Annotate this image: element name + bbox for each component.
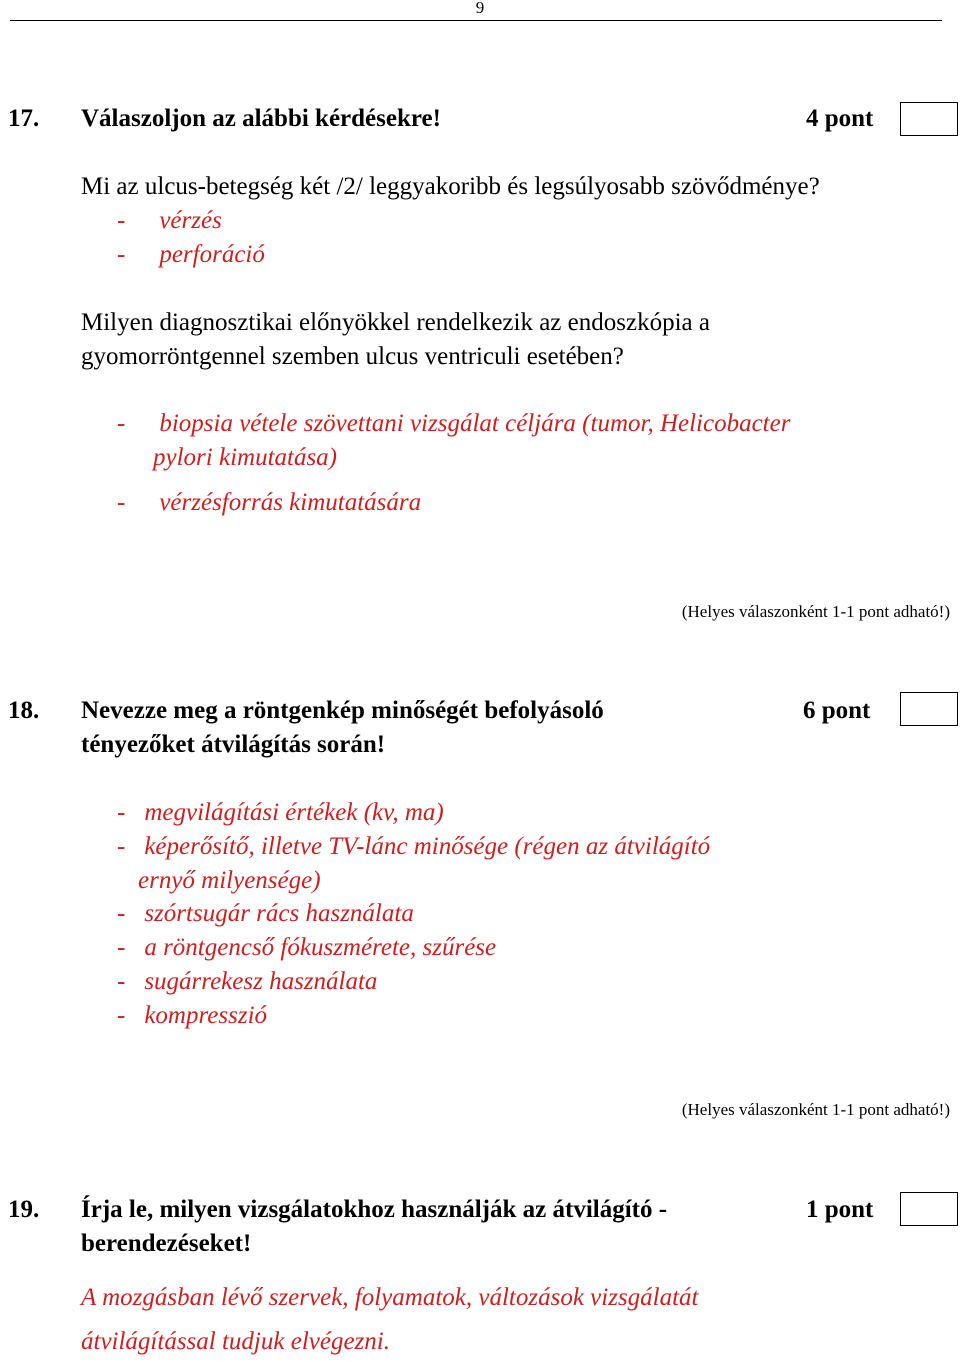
q18-title-line1: Nevezze meg a röntgenkép minőségét befolyásoló	[81, 697, 604, 724]
q17-points-note: (Helyes válaszonként 1-1 pont adható!)	[681, 602, 950, 621]
q19-title-line2: berendezéseket!	[81, 1230, 252, 1257]
q18-answer-4: - a röntgencső fókuszmérete, szűrése	[117, 934, 497, 961]
q18-answer-5: - sugárrekesz használata	[117, 968, 378, 995]
q18-answer-2: - képerősítő, illetve TV-lánc minősége (régen az átvilágító	[117, 833, 711, 860]
q17-part2-answer-1-cont: pylori kimutatása)	[153, 444, 338, 471]
q17-part2-question-line1: Milyen diagnosztikai előnyökkel rendelkezik az endoszkópia a	[81, 309, 710, 336]
q18-points-note: (Helyes válaszonként 1-1 pont adható!)	[681, 1100, 950, 1119]
header-rule	[10, 20, 942, 21]
q19-number: 19.	[8, 1196, 40, 1223]
q17-part2-question-line2: gyomorröntgennel szemben ulcus ventriculi esetében?	[81, 343, 624, 370]
q17-part2-answer-1: - biopsia vétele szövettani vizsgálat céljára (tumor, Helicobacter	[117, 410, 791, 437]
q19-answer-line1: A mozgásban lévő szervek, folyamatok, változások vizsgálatát	[81, 1284, 699, 1311]
q17-title: Válaszoljon az alábbi kérdésekre!	[81, 105, 441, 132]
q18-score-box[interactable]	[900, 692, 958, 726]
q18-answer-2-cont: ernyő milyensége)	[138, 867, 321, 894]
q19-answer-line2: átvilágítással tudjuk elvégezni.	[81, 1328, 390, 1355]
q17-part1-answer-2: - perforáció	[117, 241, 265, 268]
q17-part2-answer-2: - vérzésforrás kimutatására	[117, 489, 422, 516]
q18-answer-3: - szórtsugár rács használata	[117, 900, 414, 927]
q17-part1-answer-1: - vérzés	[117, 207, 222, 234]
q18-number: 18.	[8, 697, 40, 724]
q17-number: 17.	[8, 105, 40, 132]
q17-score-box[interactable]	[900, 102, 958, 136]
q18-points: 6 pont	[803, 697, 871, 724]
page-number: 9	[475, 0, 485, 17]
q17-points: 4 pont	[806, 105, 874, 132]
q18-answer-6: - kompresszió	[117, 1002, 268, 1029]
q19-points: 1 pont	[806, 1196, 874, 1223]
q19-title-line1: Írja le, milyen vizsgálatokhoz használják az átvilágító -	[81, 1196, 668, 1223]
q18-answer-1: - megvilágítási értékek (kv, ma)	[117, 799, 444, 826]
q17-part1-question: Mi az ulcus-betegség két /2/ leggyakoribb és legsúlyosabb szövődménye?	[81, 173, 820, 200]
q18-title-line2: tényezőket átvilágítás során!	[81, 731, 386, 758]
q19-score-box[interactable]	[900, 1192, 958, 1226]
